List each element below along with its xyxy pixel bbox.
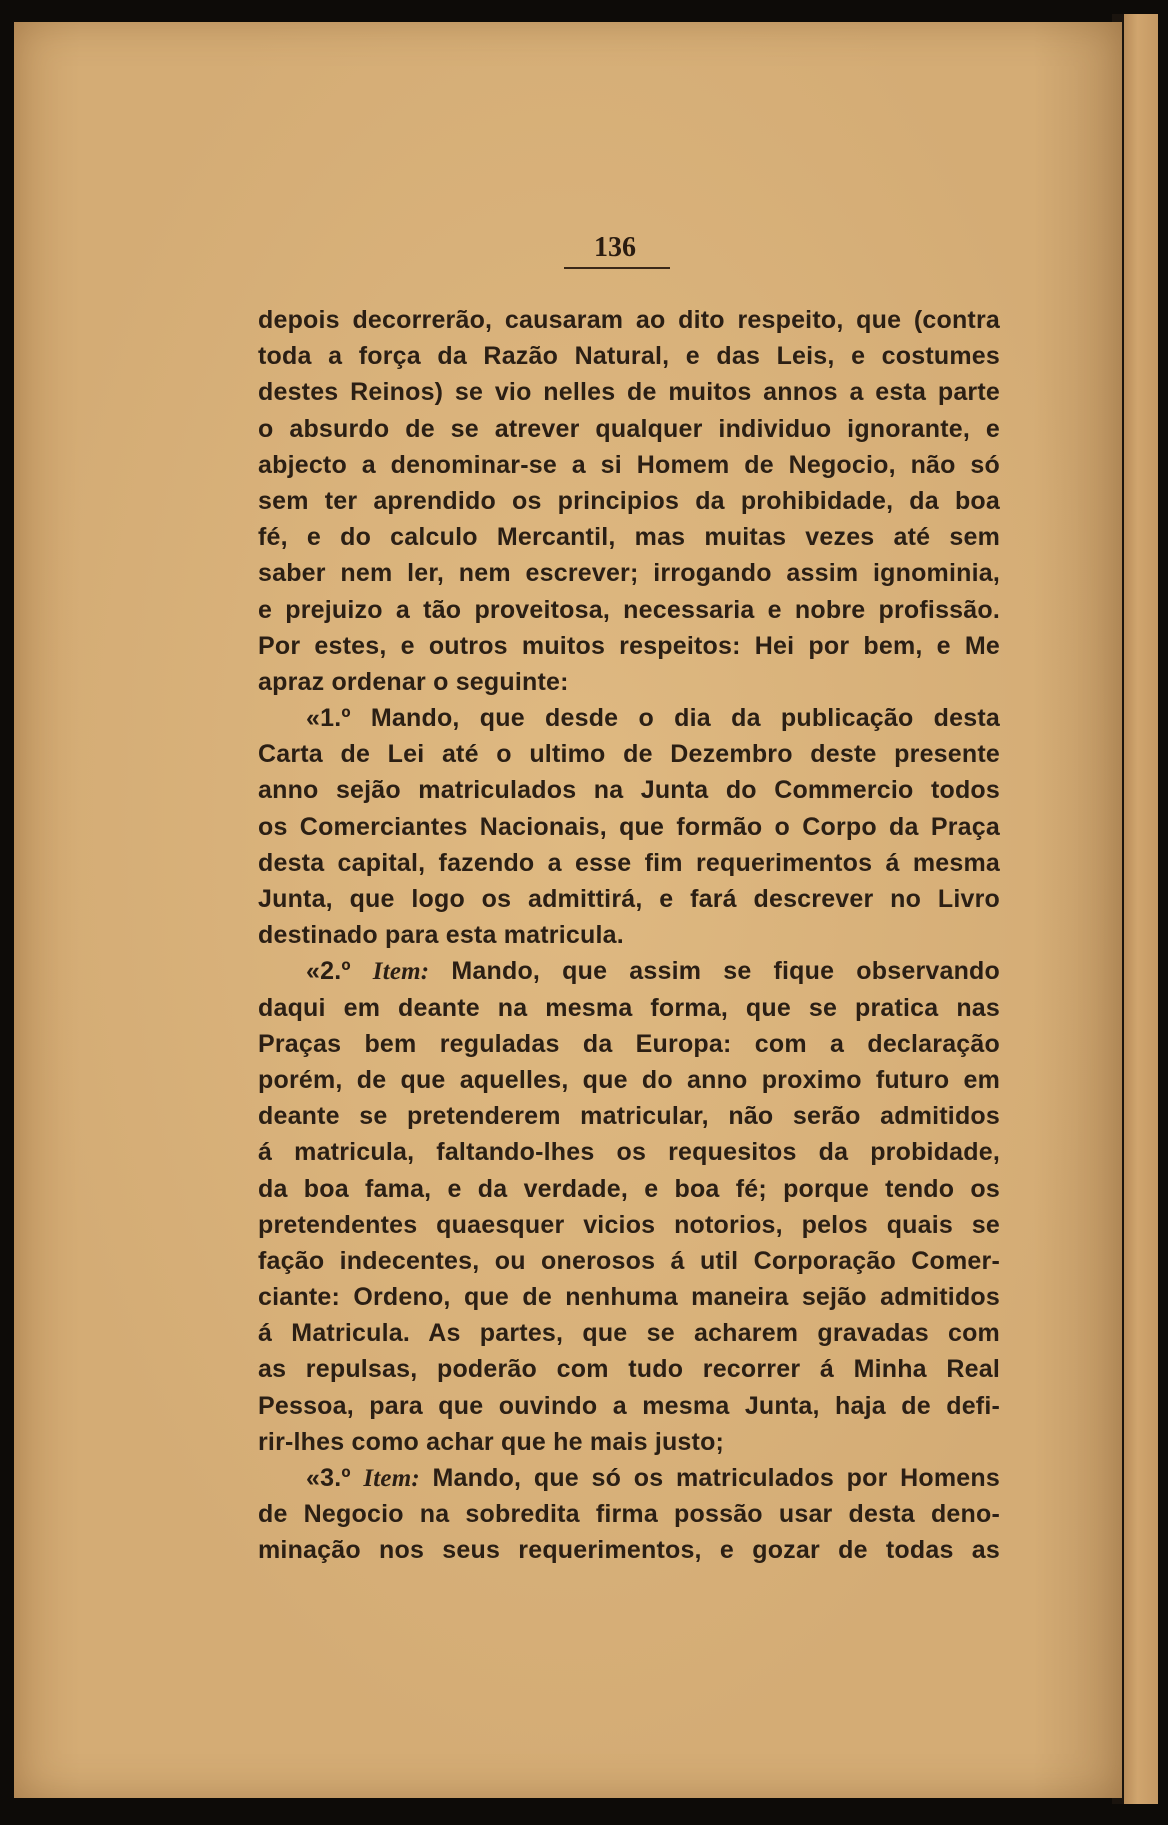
text-line: á matricula, faltando-lhes os requesitos da probidade, [258, 1138, 1000, 1167]
paragraph-start-line [258, 953, 1000, 989]
text-line: destes Reinos) se vio nelles de muitos annos a esta parte [258, 378, 1000, 407]
text-line: de Negocio na sobredita firma possão usar desta deno- [258, 1500, 1000, 1529]
text-line: saber nem ler, nem escrever; irrogando assim ignominia, [258, 559, 1000, 588]
text-line: fação indecentes, ou onerosos á util Corporação Comer- [258, 1246, 1000, 1275]
text-line: toda a força da Razão Natural, e das Leis, e costumes [258, 342, 1000, 371]
text-line: Carta de Lei até o ultimo de Dezembro deste presente [258, 740, 1000, 769]
paragraph-start-line [258, 1460, 1000, 1496]
page-number-rule [564, 267, 670, 269]
text-line: Pessoa, para que ouvindo a mesma Junta, haja de defi- [258, 1391, 1000, 1420]
text-line: as repulsas, poderão com tudo recorrer á Minha Real [258, 1355, 1000, 1384]
text-line: o absurdo de se atrever qualquer individuo ignorante, e [258, 414, 1000, 443]
item-label: Item: [372, 958, 430, 986]
text-line: Junta, que logo os admittirá, e fará descrever no Livro [258, 885, 1000, 913]
text-line: desta capital, fazendo a esse fim requerimentos á mesma [258, 848, 1000, 877]
text-line: deante se pretenderem matricular, não serão admitidos [258, 1102, 1000, 1131]
page-number: 136 [594, 232, 636, 263]
text-line: anno sejão matriculados na Junta do Commercio todos [258, 776, 1000, 805]
text-line: daqui em deante na mesma forma, que se pratica nas [258, 993, 1000, 1022]
text-line: da boa fama, e da verdade, e boa fé; porque tendo os [258, 1174, 1000, 1203]
text-line: e prejuizo a tão proveitosa, necessaria e nobre profissão. [258, 595, 1000, 624]
text-line: depois decorrerão, causaram ao dito respeito, que (contra [258, 306, 1000, 334]
text-line: sem ter aprendido os principios da prohibidade, da boa [258, 486, 1000, 515]
text-line: á Matricula. As partes, que se acharem gravadas com [258, 1319, 1000, 1348]
paragraph-start-line: «1.º Mando, que desde o dia da publicação desta [306, 704, 1000, 733]
text-line: Por estes, e outros muitos respeitos: Hei por bem, e Me [258, 631, 1000, 660]
text-line: pretendentes quaesquer vicios notorios, pelos quais se [258, 1210, 1000, 1239]
text-line: minação nos seus requerimentos, e gozar de todas as [258, 1536, 1000, 1565]
item-text: Mando, que assim se fique observando [429, 957, 1000, 986]
text-line: apraz ordenar o seguinte: [258, 667, 569, 696]
next-page-edge [1124, 14, 1158, 1804]
item-label: Item: [363, 1465, 420, 1492]
body-text [258, 302, 1000, 1569]
text-line: Praças bem reguladas da Europa: com a declaração [258, 1029, 1000, 1058]
text-line: abjecto a denominar-se a si Homem de Negocio, não só [258, 450, 1000, 479]
text-line: fé, e do calculo Mercantil, mas muitas vezes até sem [258, 523, 1000, 552]
text-line: os Comerciantes Nacionais, que formão o Corpo da Praça [258, 812, 1000, 841]
text-line: porém, de que aquelles, que do anno proximo futuro em [258, 1065, 1000, 1094]
text-line: rir-lhes como achar que he mais justo; [258, 1427, 725, 1456]
item-text: Mando, que só os matriculados por Homens [419, 1464, 1000, 1492]
text-line: destinado para esta matricula. [258, 921, 624, 950]
text-line: ciante: Ordeno, que de nenhuma maneira sejão admitidos [258, 1283, 1000, 1312]
item-number: «3.º [306, 1464, 364, 1492]
item-number: «2.º [306, 957, 373, 986]
